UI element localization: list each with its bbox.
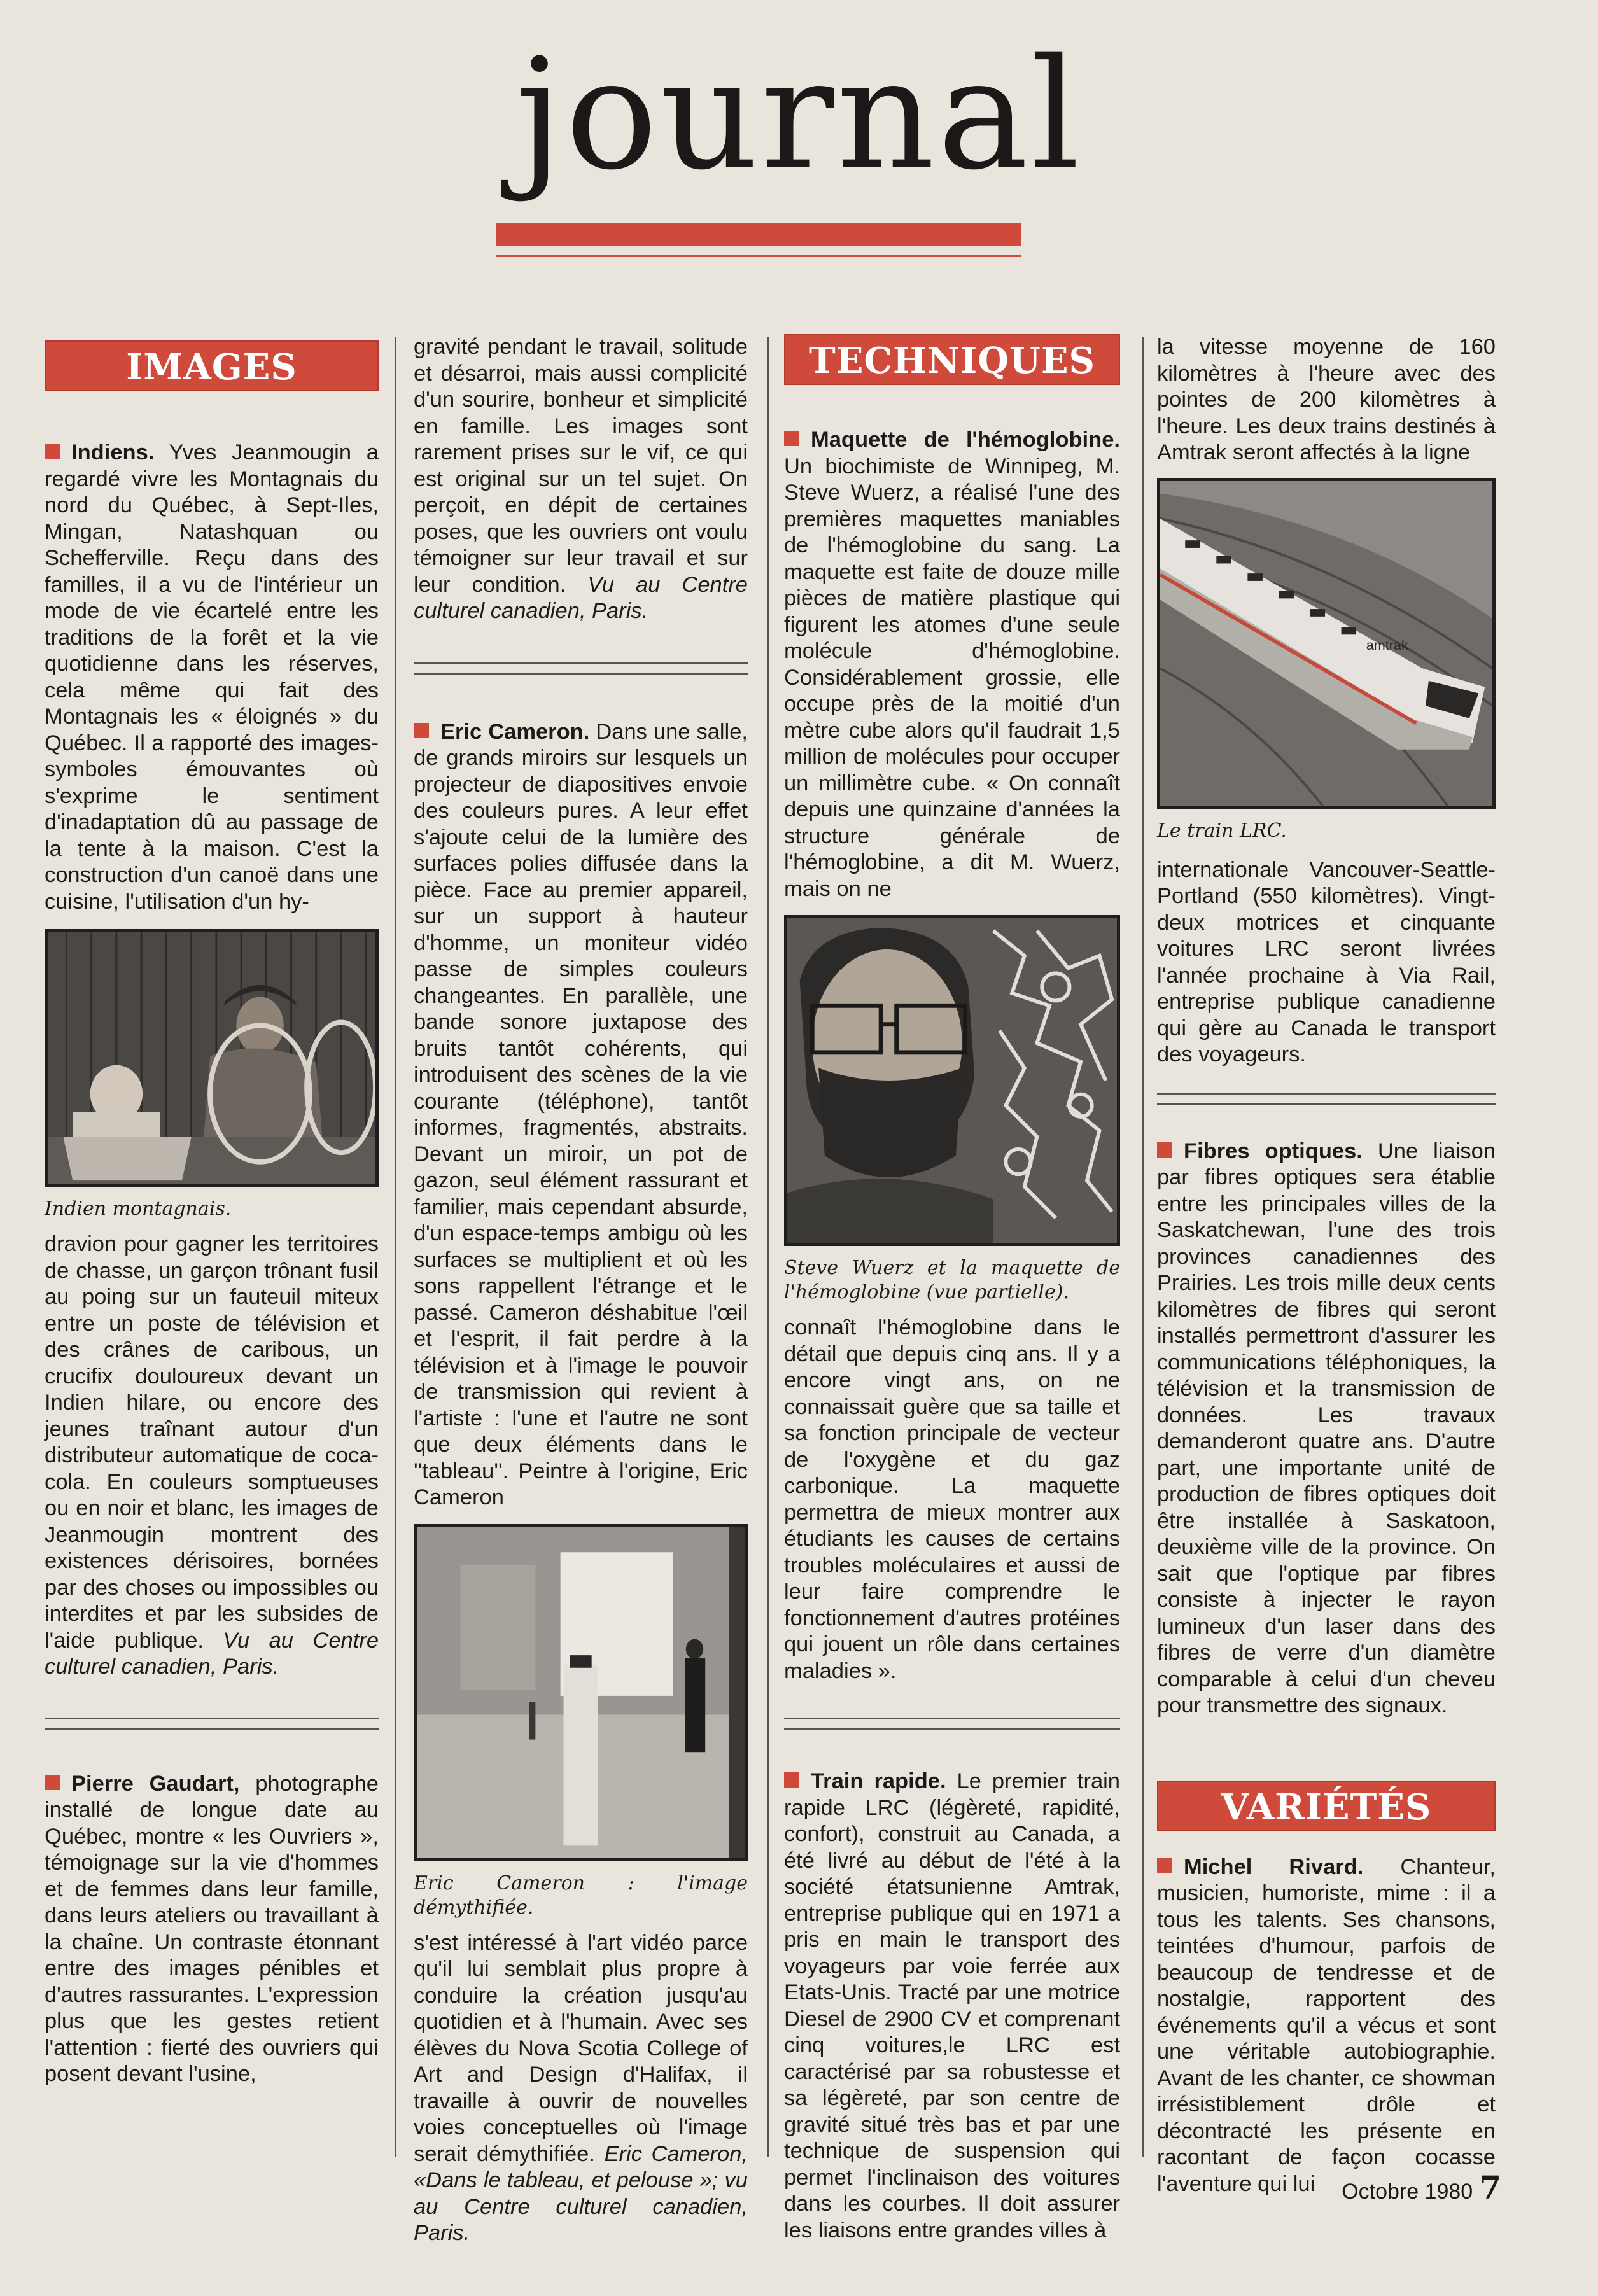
column-rule-2 [767,337,769,2157]
article-text: dravion pour gagner les territoires de chasse, un garçon trônant fusil au poing sur un fauteuil miteux entre un poste de télévision et des crânes de caribous, un crucifix douloureux devant un Indien hilare, ou encore des jeunes traînant autour d'un distributeur automatique de coca-cola. En couleurs somptueuses ou en noir et blanc, les images de Jeanmougin montrent des existences dérisoires, bornées par des choses ou impossibles ou interdites et par les subsides de l'aide publique. [45,1232,379,1653]
article-text: Dans une salle, de grands miroirs sur lesquels un projecteur de diapositives envoie des couleurs pures. A leur effet s'ajoute celui de la lumière des surfaces polies diffusée dans la pièce. Face au premier appareil, sur un support à hauteur d'homme, un moniteur vidéo passe de simples couleurs changeantes. En parallèle, une bande sonore juxtapose des bruits tantôt cohérents, qui introduisent des scènes de la vie courante (téléphone), tantôt informes, fragmentés, abstraits. Devant un miroir, un pot de gazon, seul élément rassurant et familier, mais cependant absurde, d'un espace-temps ambigu où les surfaces se multiplient et où les sons rappellent l'étrange et le passé. Cameron déshabitue l'œil et l'esprit, il fait perdre à la télévision et à l'image le pouvoir de transmission qui revient à l'artiste : l'une et l'autre ne sont que deux éléments dans le ''tableau''. Peintre à l'origine, Eric Cameron [414,719,748,1509]
page-folio [1342,2169,1501,2206]
issue-date: Octobre 1980 [1342,2180,1473,2204]
article-source: Eric Cameron, «Dans le tableau, et pelouse »; vu au Centre culturel canadien, Paris. [414,2141,748,2245]
article-separator [45,1718,379,1730]
article-cameron-continued [414,1930,748,2247]
article-text: Yves Jeanmougin a regardé vivre les Montagnais du nord du Québec, à Sept-Iles, Mingan, Natashquan ou Schefferville. Reçu dans des familles, il a vu de l'intérieur un mode de vie écartelé entre les traditions de la forêt et la vie quotidienne dans les réserves, cela même qui fait des Montagnais les « éloignés » du Québec. Il a rapporté des images-symboles émouvantes où s'exprime le sentiment d'inadaptation dû au passage de la tente à la maison. C'est la construction d'un canoë dans une cuisine, l'utilisation d'un hy- [45,440,379,914]
section-heading-varietes: VARIÉTÉS [1157,1781,1496,1831]
masthead-title: journal [515,25,1083,204]
article-train-continued-2 [1157,857,1496,1068]
article-lead: Eric Cameron. [440,719,590,744]
article-lead: Maquette de l'hémoglobine. [811,428,1120,452]
article-gaudart [45,1771,379,2088]
bullet-square [784,1772,799,1788]
bullet-square [45,444,60,459]
photo-indien-montagnais [45,929,379,1187]
photo-caption: Indien montagnais. [45,1198,232,1220]
article-text: Le premier train rapide LRC (légèreté, rapidité, confort), construit au Canada, a été livré au début de l'été à la société étatsunienne Amtrak, entreprise publique qui en 1971 a pris en main le transport des voyageurs par voie ferrée aux Etats-Unis. Tracté par une motrice Diesel de 2900 CV et comprenant cinq voitures,le LRC est caractérisé par sa robustesse et sa légèreté, par son centre de gravité situé très bas et par une technique de suspension qui permet l'inclinaison des voitures dans les courbes. Il doit assurer les liaisons entre grandes villes à [784,1769,1120,2243]
article-text: Un biochimiste de Winnipeg, M. Steve Wuerz, a réalisé l'une des premières maquettes maniables de l'hémoglobine du sang. La maquette est faite de douze mille pièces de matière plastique qui figurent les atomes d'une seule molécule d'hémoglobine. Considérablement grossie, elle occupe près de la moitié d'un mètre cube alors qu'il faudrait 1,5 million de molécules pour occuper un millimètre cube. « On connaît depuis une quinzaine d'années la structure générale de l'hémoglobine, a dit M. Wuerz, mais on ne [784,454,1120,901]
article-train-continued [1157,334,1496,466]
page-number: 7 [1479,2169,1501,2206]
bullet-square [414,723,429,738]
article-indiens-continued [45,1231,379,1681]
article-text: connaît l'hémoglobine dans le détail que depuis cinq ans. Il y a encore vingt ans, on ne connaissait guère que sa taille et sa fonction principale de vecteur de l'oxygène et du gaz carbonique. La maquette permettra de mieux montrer aux étudiants les causes de certains troubles moléculaires et aussi de leur faire comprendre le fonctionnement d'autres protéines qui jouent un rôle dans certaines maladies ». [784,1315,1120,1683]
masthead-rule [496,255,1021,257]
article-lead: Fibres optiques. [1184,1138,1363,1163]
article-text: s'est intéressé à l'art vidéo parce qu'il lui semblait plus propre à conduire la création jusqu'au quotidien et à l'humain. Avec ses élèves du Nova Scotia College of Art and Design d'Halifax, il travaille à ouvrir de nouvelles voies conceptuelles où l'image serait démythifiée. [414,1930,748,2166]
article-lead: Train rapide. [811,1769,946,1793]
article-separator [1157,1093,1496,1105]
article-separator [414,662,748,675]
photo-caption: Le train LRC. [1157,819,1287,842]
article-source: Vu au Centre culturel canadien, Paris. [414,572,748,623]
article-text: gravité pendant le travail, solitude et désarroi, mais aussi complicité d'un sourire, bonheur et simplicité en famille. Les images sont rarement prises sur le vif, ce qui est original sur un tel sujet. On perçoit, en dépit de certaines poses, que les ouvriers ont voulu témoigner sur leur travail et sur leur condition. [414,335,748,597]
article-lead: Indiens. [71,440,155,465]
column-1 [45,340,379,2088]
bullet-square [1157,1858,1172,1873]
photo-caption: Eric Cameron : l'image démythifiée. [414,1872,748,1919]
article-lead: Michel Rivard. [1184,1854,1364,1879]
article-text: photographe installé de longue date au Québec, montre « les Ouvriers », témoignage sur la vie d'hommes et de femmes dans leur famille, dans leurs ateliers ou travaillant à la chaîne. Un contraste étonnant entre des images pénibles et d'autres rassurantes. L'expression plus que les gestes retient l'attention : fierté des ouvriers qui posent devant l'usine, [45,1771,379,2086]
article-source: Vu au Centre culturel canadien, Paris. [45,1628,379,1679]
section-heading-techniques: TECHNIQUES [784,334,1120,385]
article-rivard [1157,1854,1496,2198]
article-text: Chanteur, musicien, humoriste, mime : il a tous les talents. Ses chansons, teintées d'humour, parfois de beaucoup de tendresse et de nostalgie, rapportent des événements qu'il a vécus et sont une véritable autobiographie. Avant de les chanter, ce showman irrésistiblement drôle et décontracté les présente en racontant de façon cocasse l'aventure qui lui [1157,1854,1496,2196]
column-rule-1 [395,337,396,2157]
article-gaudart-continued [414,334,748,625]
column-3 [784,334,1120,2244]
article-train [784,1768,1120,2244]
article-lead: Pierre Gaudart, [71,1771,240,1796]
article-text: internationale Vancouver-Seattle-Portland (550 kilomètres). Vingt-deux motrices et cinquante voitures LRC seront livrées l'année prochaine à Via Rail, entreprise publique canadienne qui gère au Canada le transport des voyageurs. [1157,857,1496,1067]
article-fibres [1157,1138,1496,1719]
masthead-bar [496,223,1021,246]
article-cameron [414,719,748,1511]
article-text: la vitesse moyenne de 160 kilomètres à l'heure avec des pointes de 200 kilomètres à l'heure. Les deux trains destinés à Amtrak seront affectés à la ligne [1157,335,1496,465]
article-hemoglobine-continued [784,1315,1120,1684]
article-separator [784,1718,1120,1730]
train-logo: amtrak [1366,636,1408,653]
column-4 [1157,334,1496,2197]
article-indiens [45,440,379,915]
photo-train-lrc [1157,478,1496,809]
column-rule-3 [1142,337,1144,2157]
section-heading-images: IMAGES [45,340,379,391]
article-text: Une liaison par fibres optiques sera établie entre les principales villes de la Saskatchewan, l'une des trois provinces canadiennes des Prairies. Les trois mille deux cents kilomètres de fibres qui seront installés permettront d'assurer les communications téléphoniques, la télévision et la transmission de données. Les travaux demanderont quatre ans. D'autre part, une importante unité de production de fibres optiques doit être installée à Saskatoon, deuxième ville de la province. On sait que l'optique par fibres consiste à injecter le rayon lumineux d'un laser dans des fibres de verre d'un diamètre comparable à celui d'un cheveu pour transmettre des signaux. [1157,1138,1496,1718]
article-hemoglobine [784,427,1120,902]
photo-caption: Steve Wuerz et la maquette de l'hémoglobine (vue partielle). [784,1257,1120,1303]
bullet-square [784,431,799,446]
photo-eric-cameron [414,1524,748,1861]
photo-steve-wuerz [784,915,1120,1246]
bullet-square [45,1775,60,1790]
column-2 [414,334,748,2247]
bullet-square [1157,1142,1172,1158]
